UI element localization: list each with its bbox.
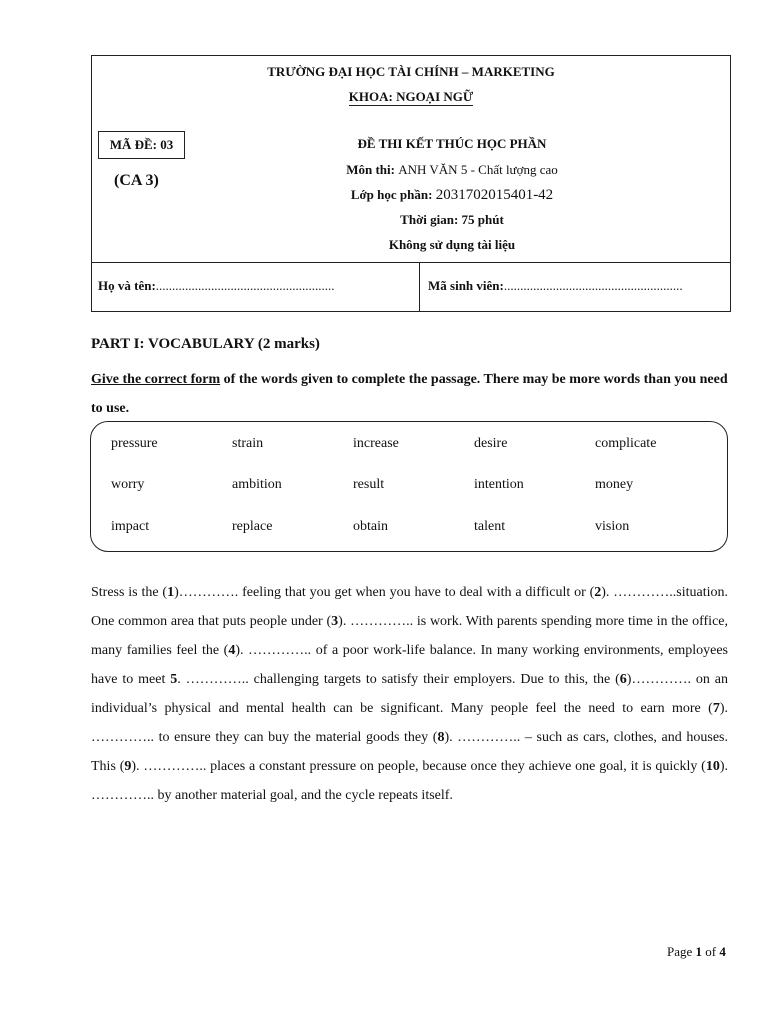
word-item: obtain bbox=[353, 519, 388, 534]
blank-number: 4 bbox=[228, 643, 236, 658]
blank-number: 3 bbox=[331, 614, 339, 629]
exam-session: (CA 3) bbox=[114, 172, 159, 189]
part-instruction: Give the correct form of the words given to complete the passage. There may be more words than you need to use. bbox=[91, 372, 728, 416]
field-divider bbox=[419, 262, 420, 311]
word-item: impact bbox=[111, 519, 150, 534]
cloze-passage: Stress is the (1)…………. feeling that you get when you have to deal with a difficult or (2). …………..situation. One common area that puts people under (3). ………….. is work. With parents spending more time in the office, many families feel the (4). ………….. of a poor work-life balance. In many working environments, employees have to meet 5. ………….. challenging targets to satisfy their employers. Due to this, the (6)…………. on an individual’s physical and mental health can be significant. Many people feel the need to earn more (7). ………….. to ensure they can buy the material goods they (8). ………….. – such as cars, clothes, and houses. This (9). ………….. places a constant pressure on people, because once they achieve one goal, it is quickly (10). ………….. by another material goal, and the cycle repeats itself. bbox=[91, 585, 729, 803]
word-item: talent bbox=[474, 519, 506, 534]
exam-code-box: MÃ ĐỀ: 03 bbox=[98, 131, 185, 159]
student-name-field[interactable]: Họ và tên:....................................................... bbox=[98, 278, 335, 293]
university-name: TRƯỜNG ĐẠI HỌC TÀI CHÍNH – MARKETING bbox=[267, 64, 555, 79]
blank-number: 7 bbox=[712, 701, 720, 716]
word-box bbox=[90, 421, 728, 552]
blank-number: 8 bbox=[437, 730, 445, 745]
instruction-emphasis: Give the correct form bbox=[91, 372, 221, 387]
exam-class: Lớp học phần: 2031702015401-42 bbox=[350, 187, 554, 203]
word-item: replace bbox=[232, 519, 273, 534]
exam-header-top bbox=[92, 56, 730, 263]
exam-title: ĐỀ THI KẾT THÚC HỌC PHẦN bbox=[357, 136, 547, 151]
word-item: increase bbox=[353, 436, 399, 451]
word-item: desire bbox=[474, 436, 508, 451]
exam-header-box bbox=[91, 55, 731, 312]
blank-number: 1 bbox=[167, 585, 175, 600]
word-item: intention bbox=[474, 477, 524, 492]
blank-number: 10 bbox=[705, 759, 720, 774]
student-id-field[interactable]: Mã sinh viên:....................................................... bbox=[428, 278, 683, 293]
word-item: ambition bbox=[232, 477, 282, 492]
exam-note: Không sử dụng tài liệu bbox=[388, 237, 516, 252]
word-item: pressure bbox=[111, 436, 158, 451]
blank-number: 5 bbox=[170, 672, 178, 687]
blank-number: 6 bbox=[619, 672, 627, 687]
word-item: result bbox=[353, 477, 385, 492]
student-info-row bbox=[92, 262, 730, 311]
exam-subject: Môn thi: ANH VĂN 5 - Chất lượng cao bbox=[346, 162, 558, 177]
word-item: worry bbox=[111, 477, 145, 492]
blank-number: 9 bbox=[124, 759, 132, 774]
word-item: complicate bbox=[595, 436, 657, 451]
faculty-name: KHOA: NGOẠI NGỮ bbox=[348, 89, 474, 104]
page-number: Page 1 of 4 bbox=[667, 944, 726, 959]
part-title: PART I: VOCABULARY (2 marks) bbox=[91, 336, 320, 352]
blank-number: 2 bbox=[594, 585, 602, 600]
word-item: strain bbox=[232, 436, 264, 451]
word-item: vision bbox=[595, 519, 630, 534]
word-item: money bbox=[595, 477, 634, 492]
exam-duration: Thời gian: 75 phút bbox=[400, 212, 504, 227]
